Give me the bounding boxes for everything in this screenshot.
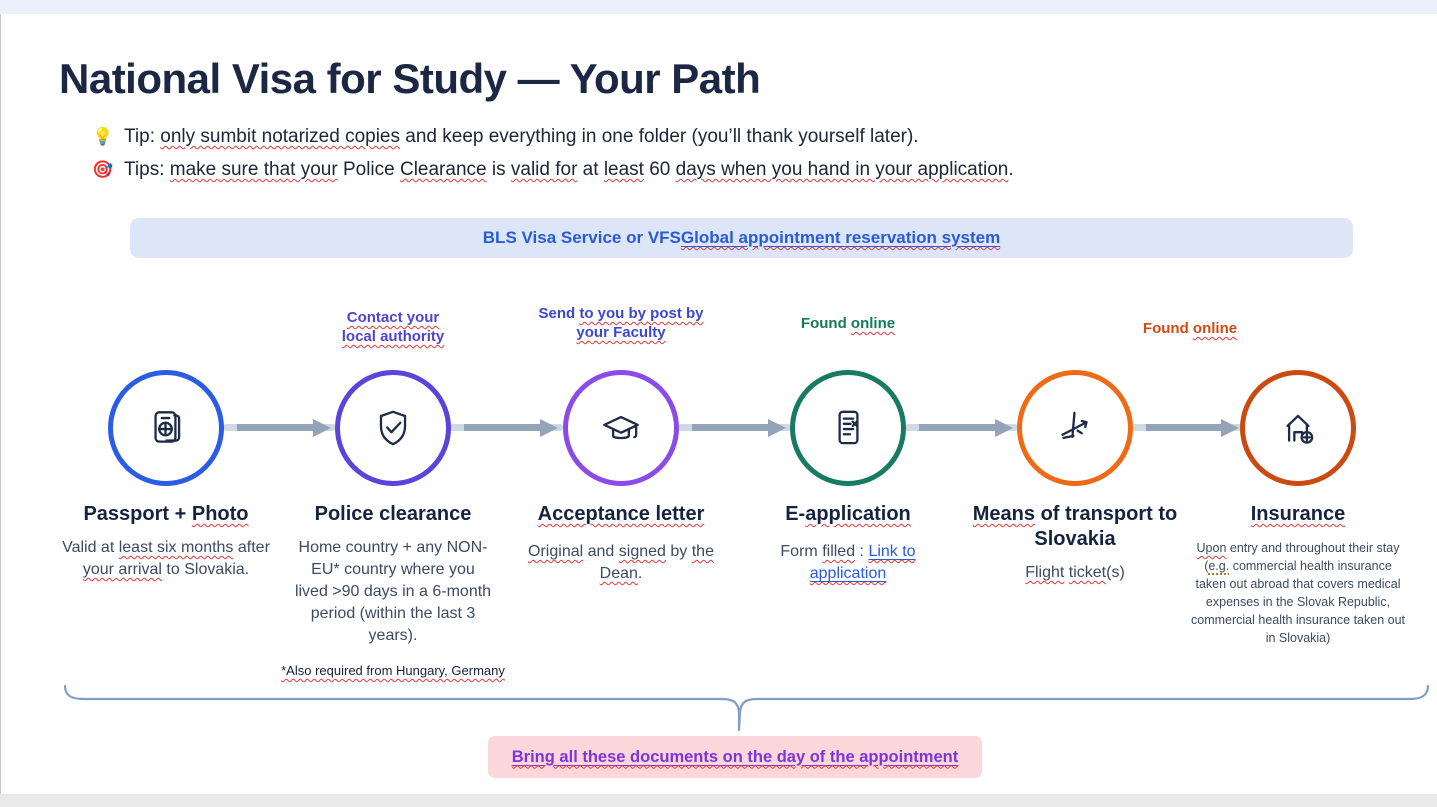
step-description (294, 537, 492, 647)
tip-item (92, 159, 1014, 192)
step-circle (790, 370, 906, 486)
step-hint-eapplication (768, 314, 928, 333)
text-segment: and keep everything in one folder (you’ll thank yourself later). (400, 126, 919, 147)
text-segment: Flight (1025, 564, 1065, 581)
step-police-clearance (278, 370, 508, 678)
text-segment: ticket (1068, 564, 1107, 581)
tip-text (124, 159, 1014, 181)
text-segment: online (1192, 320, 1238, 337)
text-segment: Means (972, 503, 1036, 525)
step-description (970, 562, 1180, 584)
text-segment: your arrival (82, 561, 162, 578)
step-title (733, 502, 963, 527)
step-title (278, 502, 508, 527)
flow-arrow (223, 424, 336, 431)
step-description-text (780, 543, 868, 560)
step-footnote (278, 663, 508, 678)
text-segment: at (577, 159, 604, 180)
text-segment: Clearance (399, 159, 487, 180)
text-segment: commercial health insurance taken out abroad that covers medical expenses in the Slovak Republic, commercial health insurance taken out in Slovakia) (1191, 559, 1406, 645)
text-segment: days when you hand in your application (675, 159, 1009, 180)
page-title: National Visa for Study — Your Path (59, 55, 761, 102)
appointment-reminder-text[interactable] (512, 748, 958, 767)
step-description (62, 537, 270, 581)
text-segment: online (850, 315, 896, 332)
step-title (51, 502, 281, 527)
text-segment: Insurance (1250, 503, 1346, 525)
appointment-system-banner (130, 218, 1353, 258)
flow-arrow (450, 424, 563, 431)
text-segment: least six months (118, 539, 234, 556)
step-circle (108, 370, 224, 486)
step-description (760, 541, 936, 585)
appointment-system-link[interactable] (681, 228, 1000, 248)
lightbulb-icon: 💡 (92, 127, 114, 146)
text-segment: make sure that your (169, 159, 338, 180)
text-segment: . (1008, 159, 1014, 180)
text-segment: *Also required from Hungary, Germany (281, 663, 505, 678)
text-segment: Passport + (83, 503, 192, 525)
text-segment: 60 (643, 159, 676, 180)
step-title (506, 502, 736, 527)
text-segment: Contact your local authority (341, 309, 445, 345)
graduation-cap-icon (598, 405, 644, 451)
tip-item (92, 126, 1014, 159)
tip-text (124, 126, 919, 148)
text-segment: Photo (191, 503, 249, 525)
text-segment: Form (780, 543, 823, 560)
text-segment: Home country + any NON-EU* country where you lived >90 days in a 6-month period (within the last 3 years). (294, 539, 492, 644)
text-segment: and (583, 543, 619, 560)
text-segment: Valid at (62, 539, 119, 556)
text-segment: Link to application (809, 543, 916, 582)
step-circle (1240, 370, 1356, 486)
text-segment: to Slovakia. (161, 561, 250, 578)
step-title (1184, 502, 1412, 527)
text-segment: to you by post by your Faculty (576, 305, 704, 341)
appointment-reminder-banner[interactable] (488, 736, 982, 778)
step-means-of-transport (960, 370, 1190, 584)
text-segment: . (637, 565, 643, 582)
step-description (1191, 539, 1405, 647)
text-segment: : (855, 543, 869, 560)
banner-text: BLS Visa Service or VFS (482, 228, 681, 247)
curly-brace (62, 684, 1432, 739)
text-segment: after (233, 539, 270, 556)
text-segment: valid for (510, 159, 578, 180)
text-segment: (s) (1106, 564, 1125, 581)
text-segment: only sumbit notarized copies (160, 126, 400, 147)
text-segment: Police clearance (314, 503, 472, 525)
left-edge (0, 14, 1, 794)
step-hint-acceptance (534, 304, 708, 342)
step-e-application (733, 370, 963, 585)
text-segment: e.g. (1208, 559, 1230, 573)
text-segment: Found (1142, 320, 1193, 337)
text-segment: E- (785, 503, 806, 525)
text-segment: least (603, 159, 644, 180)
text-segment: the Dean (599, 543, 714, 582)
text-segment: signed (618, 543, 666, 560)
text-segment: Upon (1196, 541, 1227, 555)
text-segment: Acceptance letter (537, 503, 705, 525)
text-segment: Found (800, 315, 851, 332)
airplane-icon (1052, 405, 1098, 451)
step-circle (563, 370, 679, 486)
text-segment: Original (528, 543, 584, 560)
text-segment: Send (538, 305, 580, 322)
step-acceptance-letter (506, 370, 736, 585)
shield-check-icon (370, 405, 416, 451)
top-strip (0, 0, 1437, 14)
text-segment: of transport to Slovakia (1034, 503, 1178, 550)
flow-arrow (1132, 424, 1244, 431)
text-segment: filled (822, 543, 856, 560)
text-segment: Global appointment reservation system (680, 228, 1001, 247)
step-circle (335, 370, 451, 486)
text-segment: by (665, 543, 692, 560)
passport-icon (143, 405, 189, 451)
step-description (526, 541, 716, 585)
text-segment: Tips: (124, 159, 170, 180)
text-segment: Police (337, 159, 400, 180)
step-title (960, 502, 1190, 552)
flow-arrow (905, 424, 1018, 431)
text-segment: application (805, 503, 911, 525)
text-segment: is (486, 159, 511, 180)
house-insurance-icon (1275, 405, 1321, 451)
document-icon (825, 405, 871, 451)
step-insurance (1184, 370, 1412, 647)
text-segment: Tip: (124, 126, 161, 147)
bottom-strip (0, 794, 1437, 807)
target-icon: 🎯 (92, 160, 114, 179)
step-hint-insurance (1110, 319, 1270, 338)
text-segment: Bring all these documents on the day of the appointment (511, 747, 959, 766)
step-circle (1017, 370, 1133, 486)
text-segment: entry and throughout their stay ( (1204, 541, 1400, 573)
step-hint-police (331, 308, 455, 346)
flow-arrow (678, 424, 791, 431)
step-passport-photo (51, 370, 281, 581)
tips-list (92, 126, 1014, 192)
